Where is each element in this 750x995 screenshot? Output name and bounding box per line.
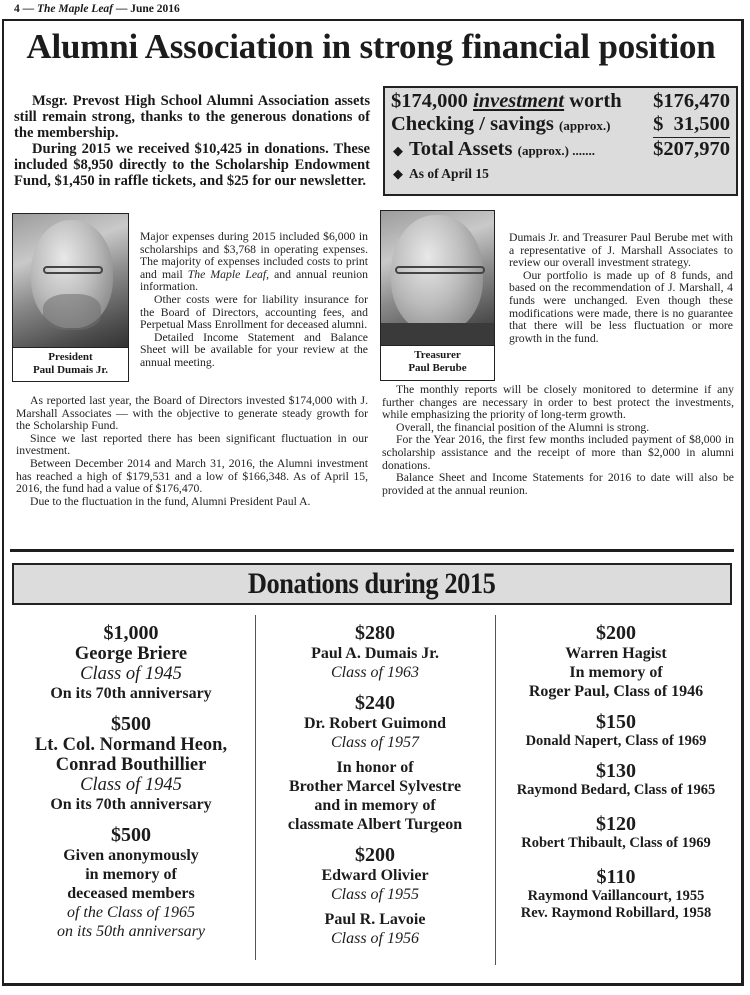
donor-name: Paul A. Dumais Jr.	[311, 645, 439, 662]
investment-value: $176,470	[653, 90, 730, 112]
donor-name: Warren Hagist	[565, 645, 667, 662]
donor-name: George Briere	[74, 644, 188, 664]
donor-name: Rev. Raymond Robillard, 1958	[520, 905, 712, 921]
donation-amount: $280	[355, 622, 395, 644]
body-column-2-top: Dumais Jr. and Treasurer Paul Berube met with a representative of J. Marshall Associates to review our overall investment strategy. Our portfolio is made up of 8 funds, and based on the recommendation of J. Marshall, 4 funds were unchanged. Even though these modifications were made, there is no guarantee that there will be less fluctuation or more growth in the fund.	[509, 231, 733, 345]
portrait-image	[381, 211, 494, 346]
body-column-1-top: Major expenses during 2015 included $6,000 in scholarships and $3,768 in operating expenses. The majority of expenses included costs to print and mail The Maple Leaf, and annual reunion information. Other costs were for liability insurance for the Board of Directors, accounting fees, and Perpetual Mass Enrollment for deceased alumni. Detailed Income Statement and Balance Sheet will be available for your review at the annual meeting.	[140, 230, 368, 369]
diamond-bullet-icon: ◆	[393, 143, 403, 158]
donor-name: Raymond Bedard, Class of 1965	[516, 782, 716, 798]
page-number: 4	[14, 3, 20, 15]
donations-column-2: $280 Paul A. Dumais Jr. Class of 1963 $240 Dr. Robert Guimond Class of 1957 In honor of Brother Marcel Sylvestre and in memory of classmate Albert Turgeon $200 Edward Olivier Class of 1955 Paul R. Lavoie Class of 1956	[256, 612, 494, 948]
donor-name: Robert Thibault, Class of 1969	[521, 835, 711, 851]
investment-row: $174,000 investment worth $176,470	[391, 90, 730, 112]
photo-caption: Treasurer Paul Berube	[408, 349, 467, 374]
headline: Alumni Association in strong financial position	[26, 27, 716, 66]
body-column-2-bottom: The monthly reports will be closely monitored to determine if any further changes are necessary in order to best protect the investments, while emphasizing the priority of long-term growth. Overall, the financial position of the Alumni is strong. For the Year 2016, the first few months included payment of $8,000 in scholarship assistance and the receipt of more than $2,000 in alumni donations. Balance Sheet and Income Statements for 2016 to date will also be provided at the annual reunion.	[382, 383, 734, 497]
portrait-image	[13, 214, 128, 348]
donations-column-3: $200 Warren Hagist In memory of Roger Paul, Class of 1946 $150 Donald Napert, Class of 1969 $130 Raymond Bedard, Class of 1965 $120 Robert Thibault, Class of 1969 $110 Raymond Vaillancourt, 1955 Rev. Raymond Robillard, 1958	[496, 612, 736, 922]
donation-amount: $240	[355, 692, 395, 714]
president-photo	[12, 213, 129, 382]
issue-date: June 2016	[130, 3, 180, 15]
checking-value: $ 31,500	[653, 113, 730, 135]
treasurer-photo	[380, 210, 495, 381]
donation-amount: $150	[596, 711, 636, 733]
total-assets-row: ◆ Total Assets (approx.) ....... $207,970	[393, 138, 730, 160]
donation-amount: $500	[111, 713, 151, 735]
donations-heading: Donations during 2015	[12, 563, 732, 605]
assets-summary-box	[383, 86, 738, 196]
donor-name: Edward Olivier	[321, 867, 429, 884]
donation-amount: $110	[596, 866, 636, 888]
donor-name: Dr. Robert Guimond	[303, 715, 447, 732]
donations-column-1: $1,000 George Briere Class of 1945 On its 70th anniversary $500 Lt. Col. Normand Heon, Conrad Bouthillier Class of 1945 On its 70th anniversary $500 Given anonymously in memory of deceased members of the Class of 1965 on its 50th anniversary	[10, 612, 252, 941]
publication-name: The Maple Leaf	[37, 3, 114, 15]
total-assets-value: $207,970	[653, 138, 730, 160]
donor-name: Raymond Vaillancourt, 1955	[527, 888, 705, 904]
donor-name: Lt. Col. Normand Heon,	[34, 735, 228, 755]
body-column-1-bottom: As reported last year, the Board of Directors invested $174,000 with J. Marshall Associates — with the objective to generate steady growth for the Scholarship Fund. Since we last reported there has been significant fluctuation in our investment. Between December 2014 and March 31, 2016, the Alumni investment has reached a high of $179,531 and a low of $166,348. As of April 15, 2016, the fund had a value of $176,470. Due to the fluctuation in the fund, Alumni President Paul A.	[16, 394, 368, 508]
donation-amount: $200	[596, 622, 636, 644]
donor-name: Conrad Bouthillier	[55, 755, 207, 775]
donor-name: Paul R. Lavoie	[324, 911, 426, 928]
diamond-bullet-icon: ◆	[393, 166, 403, 181]
checking-row: Checking / savings (approx.) $ 31,500	[391, 113, 730, 135]
lead-paragraph: Msgr. Prevost High School Alumni Association assets still remain strong, thanks to the generous donations of the membership. During 2015 we received $10,425 in donations. These included $8,950 directly to the Scholarship Endowment Fund, $1,450 in raffle tickets, and $25 for our newsletter.	[14, 93, 370, 189]
donation-amount: $1,000	[103, 622, 159, 644]
donation-amount: $500	[111, 824, 151, 846]
donor-name: Donald Napert, Class of 1969	[525, 733, 707, 749]
donation-amount: $120	[596, 813, 636, 835]
donation-amount: $130	[596, 760, 636, 782]
as-of-note: ◆ As of April 15	[393, 166, 489, 181]
photo-caption: President Paul Dumais Jr.	[32, 351, 109, 376]
section-divider	[10, 549, 734, 552]
donation-amount: $200	[355, 844, 395, 866]
page-folio: 4 — The Maple Leaf — June 2016	[14, 3, 180, 15]
